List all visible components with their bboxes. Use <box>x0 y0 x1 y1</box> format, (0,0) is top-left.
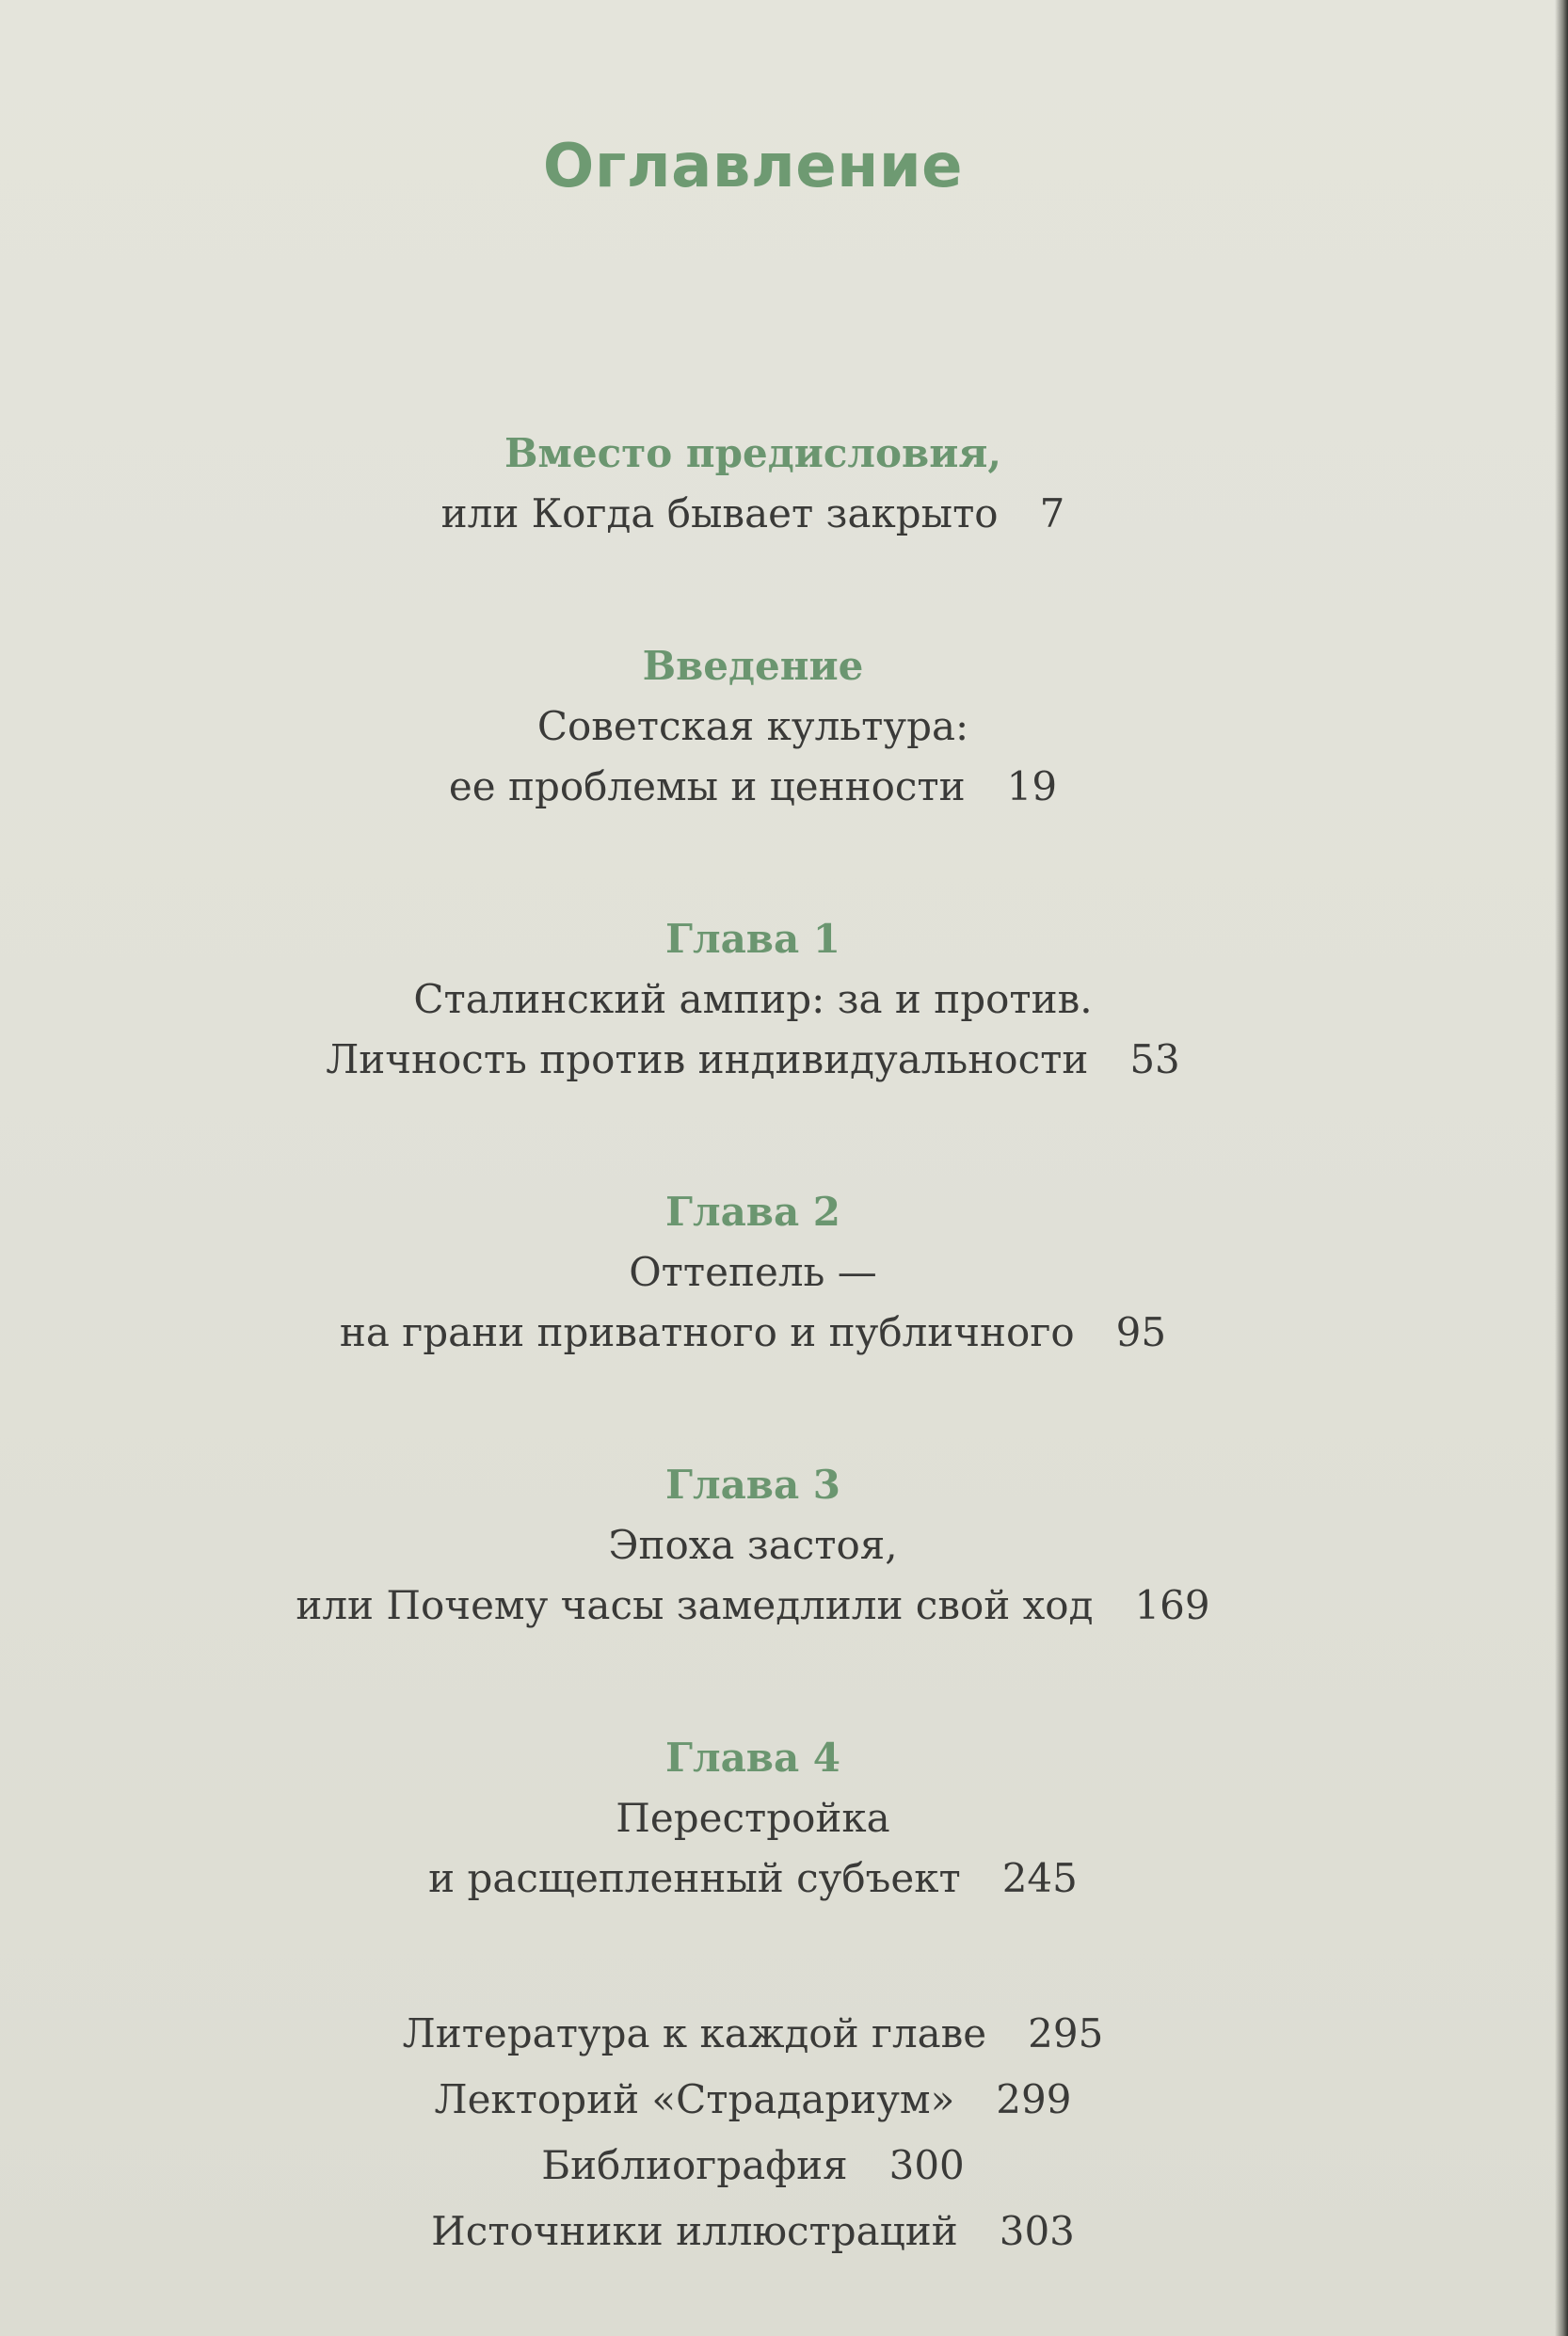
backmatter-entry <box>0 2133 1506 2199</box>
toc-section-introduction <box>0 636 1506 817</box>
page-number: 19 <box>1006 763 1058 809</box>
toc-heading: Оглавление <box>542 132 964 201</box>
entry-text: ее проблемы и ценности <box>448 763 966 809</box>
toc-section-chapter-1 <box>0 909 1506 1090</box>
entry-line <box>0 1242 1506 1303</box>
section-title: Вместо предисловия, <box>504 430 1002 476</box>
page-number: 299 <box>996 2076 1072 2122</box>
page-number: 300 <box>888 2142 965 2188</box>
section-title: Глава 4 <box>664 1735 841 1781</box>
section-title: Глава 3 <box>664 1462 841 1508</box>
backmatter-entry <box>0 2199 1506 2264</box>
page-edge-shadow <box>1555 0 1568 2336</box>
page-number: 95 <box>1115 1309 1167 1355</box>
table-of-contents <box>0 424 1506 2264</box>
backmatter-entry <box>0 2067 1506 2133</box>
entry-line <box>0 696 1506 757</box>
section-title: Глава 2 <box>664 1189 841 1235</box>
entry-text: или Когда бывает закрыто <box>440 490 999 536</box>
entry-text: Сталинский ампир: за и против. <box>413 976 1093 1022</box>
backmatter-entry <box>0 2001 1506 2067</box>
entry-line <box>0 1788 1506 1848</box>
page-number: 295 <box>1028 2010 1104 2056</box>
section-title: Введение <box>642 643 864 689</box>
page-number: 53 <box>1129 1036 1180 1082</box>
entry-line <box>0 1848 1506 1909</box>
entry-text: Перестройка <box>616 1795 890 1841</box>
toc-section-chapter-3 <box>0 1455 1506 1636</box>
entry-line <box>0 1576 1506 1636</box>
entry-line <box>0 1515 1506 1576</box>
page-number: 169 <box>1134 1582 1210 1628</box>
toc-section-chapter-4 <box>0 1728 1506 1909</box>
page-number: 7 <box>1039 490 1065 536</box>
entry-line <box>0 1303 1506 1363</box>
page-number: 245 <box>1001 1855 1078 1901</box>
entry-line <box>0 757 1506 817</box>
entry-text: Лекторий «Страдариум» <box>434 2076 955 2122</box>
entry-text: Библиография <box>541 2142 848 2188</box>
toc-section-chapter-2 <box>0 1182 1506 1363</box>
entry-text: Личность против индивидуальности <box>326 1036 1089 1082</box>
entry-line <box>0 1030 1506 1090</box>
section-title: Глава 1 <box>664 916 841 962</box>
entry-text: Советская культура: <box>536 703 969 749</box>
entry-line <box>0 969 1506 1030</box>
page-number: 303 <box>999 2208 1075 2254</box>
entry-text: Литература к каждой главе <box>402 2010 987 2056</box>
entry-text: Эпоха застоя, <box>608 1522 898 1568</box>
entry-text: и расщепленный субъект <box>428 1855 961 1901</box>
entry-text: на грани приватного и публичного <box>339 1309 1075 1355</box>
toc-backmatter <box>0 2001 1506 2264</box>
entry-text: Оттепель — <box>629 1249 877 1295</box>
entry-text: или Почему часы замедлили свой ход <box>296 1582 1094 1628</box>
entry-text: Источники иллюстраций <box>431 2208 958 2254</box>
entry-line <box>0 484 1506 544</box>
toc-section-preface <box>0 424 1506 544</box>
